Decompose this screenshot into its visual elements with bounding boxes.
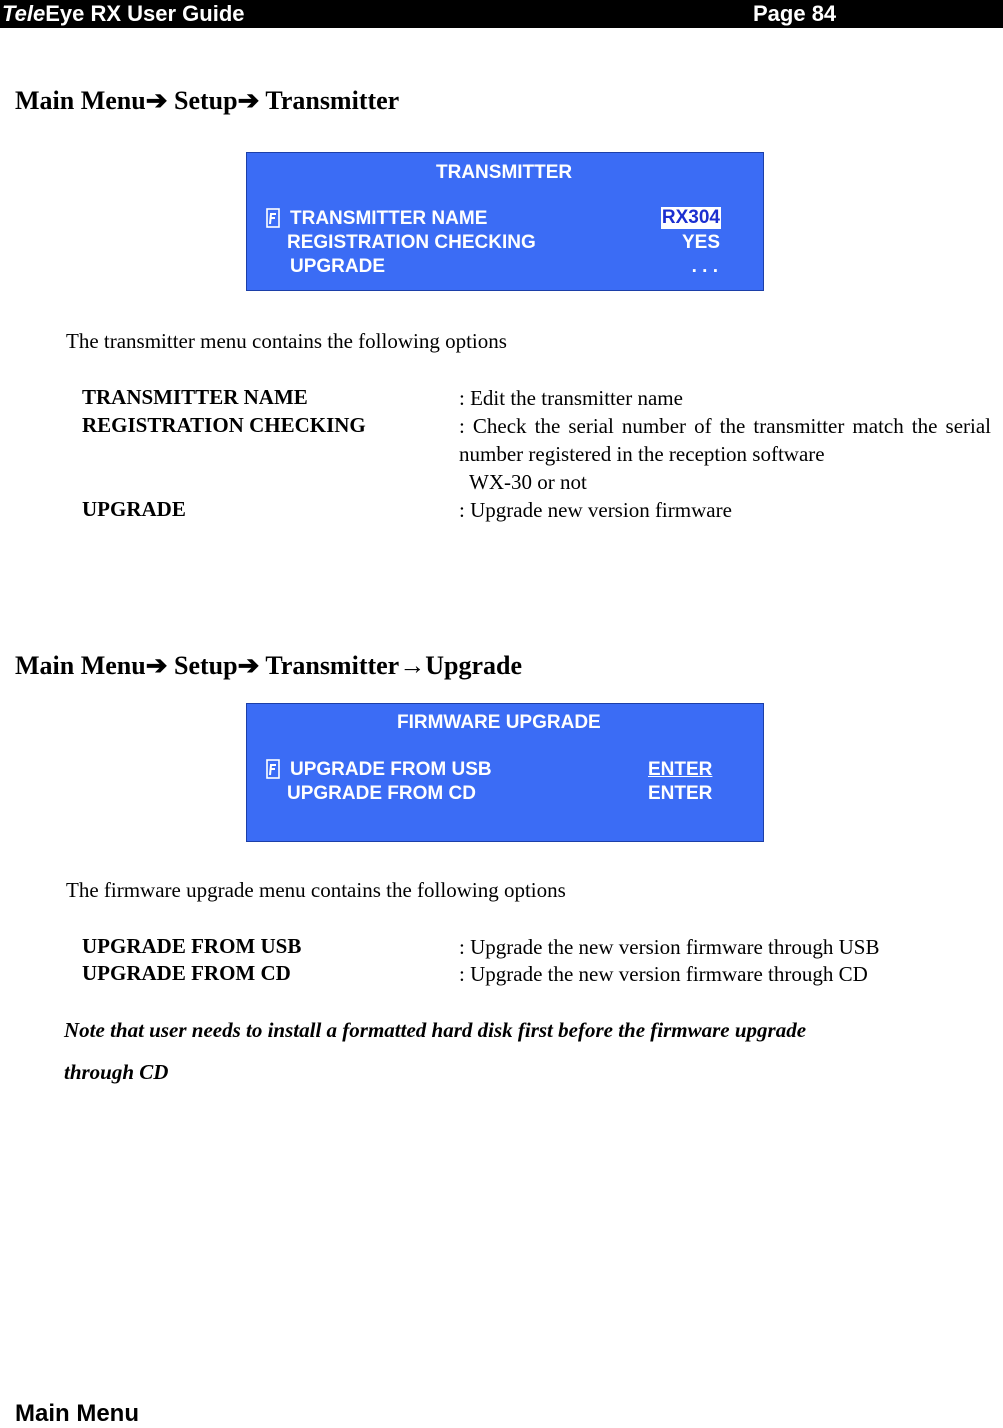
option-desc-continued: WX-30 or not <box>469 470 587 494</box>
osd-row-label: REGISTRATION CHECKING <box>287 232 536 253</box>
transmitter-intro: The transmitter menu contains the following options <box>66 329 507 353</box>
option-name: UPGRADE <box>82 497 186 521</box>
option-name: REGISTRATION CHECKING <box>82 413 366 437</box>
option-desc: : Upgrade the new version firmware through CD <box>459 962 868 986</box>
osd-row-label: UPGRADE FROM CD <box>287 783 476 804</box>
page-number: Page 84 <box>753 1 837 26</box>
osd-row-label: UPGRADE FROM USB <box>290 759 492 780</box>
option-desc: : Upgrade new version firmware <box>459 498 732 522</box>
osd-title: TRANSMITTER <box>436 162 573 183</box>
osd-row-value[interactable]: ENTER <box>648 759 713 780</box>
option-name: UPGRADE FROM CD <box>82 961 291 985</box>
upgrade-intro: The firmware upgrade menu contains the following options <box>66 878 566 902</box>
section-title-upgrade: Main Menu➔ Setup➔ Transmitter→Upgrade <box>15 651 522 680</box>
page-header <box>0 0 1003 28</box>
option-name: TRANSMITTER NAME <box>82 385 308 409</box>
osd-row-value[interactable]: ENTER <box>648 783 713 804</box>
option-desc: : Check the serial number of the transmitter match the serial number registered in the reception software <box>459 414 991 466</box>
transmitter-osd-menu <box>246 152 764 291</box>
osd-row-label: TRANSMITTER NAME <box>290 208 488 229</box>
pointer-icon <box>266 208 280 228</box>
option-name: UPGRADE FROM USB <box>82 934 302 958</box>
guide-title: TeleEye RX User Guide <box>2 1 245 26</box>
osd-row-label: UPGRADE <box>290 256 386 277</box>
osd-title: FIRMWARE UPGRADE <box>397 712 601 733</box>
footer-heading: Main Menu <box>15 1400 139 1427</box>
pointer-icon <box>266 759 280 779</box>
note-line: Note that user needs to install a formatted hard disk first before the firmware upgrade <box>64 1018 807 1042</box>
firmware-upgrade-osd-menu <box>246 703 764 842</box>
osd-row-value[interactable]: YES <box>681 232 720 253</box>
note-line: through CD <box>64 1060 169 1084</box>
option-desc: : Edit the transmitter name <box>459 386 683 410</box>
osd-row-value[interactable]: . . . <box>691 256 718 277</box>
osd-row-value[interactable]: RX304 <box>661 207 720 228</box>
option-desc: : Upgrade the new version firmware through USB <box>459 935 880 959</box>
section-title-transmitter: Main Menu➔ Setup➔ Transmitter <box>15 86 400 115</box>
